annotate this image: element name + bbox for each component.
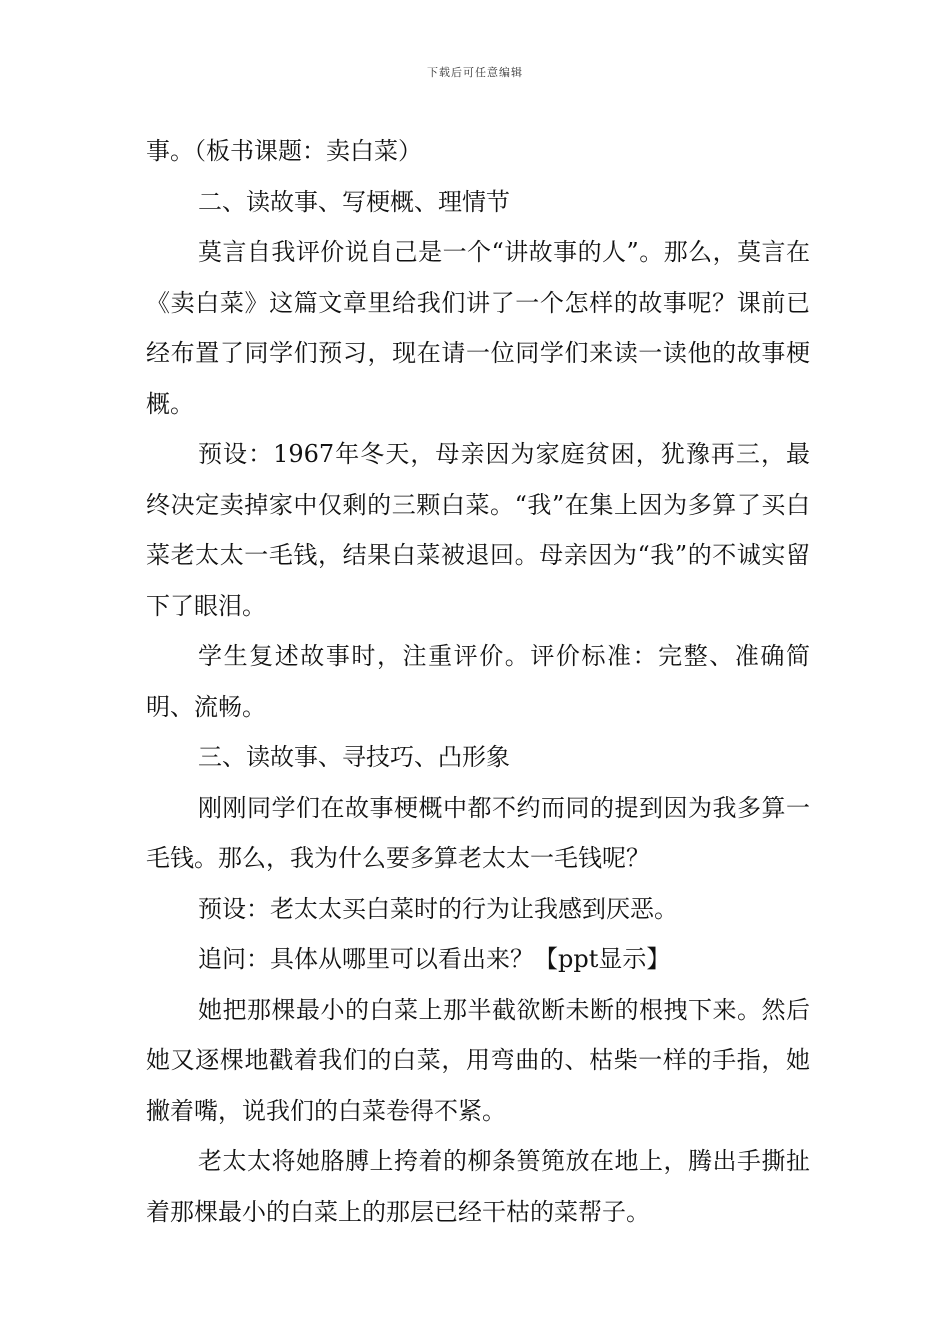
document-body [146,126,810,1237]
paragraph-8: 预设：老太太买白菜时的行为让我感到厌恶。 [198,894,678,923]
page-header: 下载后可任意编辑 [427,66,523,79]
paragraph-11: 老太太将她胳膊上挎着的柳条篑篼放在地上，腾出手撕扯着那棵最小的白菜上的那层已经干枯的菜帮子。 [146,1147,810,1226]
paragraph-7: 刚刚同学们在故事梗概中都不约而同的提到因为我多算一毛钱。那么，我为什么要多算老太太一毛钱呢？ [146,793,810,872]
section-heading-2: 二、读故事、写梗概、理情节 [198,187,510,216]
paragraph-10: 她把那棵最小的白菜上那半截欲断未断的根拽下来。然后她又逐棵地戳着我们的白菜，用弯曲的、枯柴一样的手指，她撇着嘴，说我们的白菜卷得不紧。 [146,995,810,1125]
paragraph-1: 事。（板书课题：卖白菜） [146,137,422,165]
paragraph-9: 追问：具体从哪里可以看出来？【ppt显示】 [198,945,671,973]
paragraph-3: 莫言自我评价说自己是一个“讲故事的人”。那么，莫言在《卖白菜》这篇文章里给我们讲了一个怎样的故事呢？课前已经布置了同学们预习，现在请一位同学们来读一读他的故事梗概。 [146,238,810,418]
section-heading-3: 三、读故事、寻技巧、凸形象 [198,743,510,771]
paragraph-4: 预设：1967年冬天，母亲因为家庭贫困，犹豫再三，最终决定卖掉家中仅剩的三颗白菜。“我”在集上因为多算了买白菜老太太一毛钱，结果白菜被退回。母亲因为“我”的不诚实留下了眼泪。 [146,440,810,620]
paragraph-5: 学生复述故事时，注重评价。评价标准：完整、准确简明、流畅。 [146,642,810,721]
